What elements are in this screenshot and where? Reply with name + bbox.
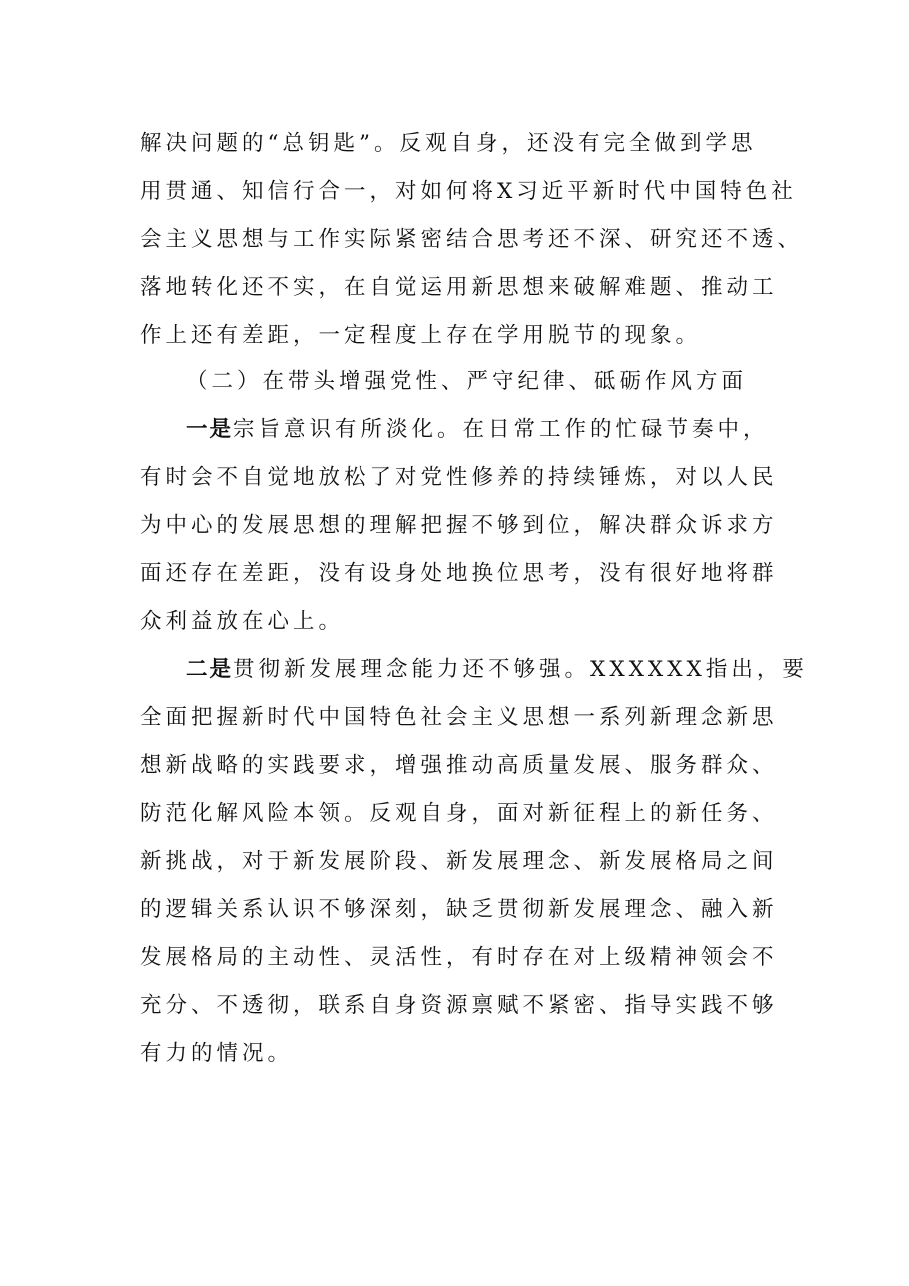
- body-text-line: 有时会不自觉地放松了对党性修养的持续锤炼，对以人民: [140, 465, 778, 490]
- body-text-line: 发展格局的主动性、灵活性，有时存在对上级精神领会不: [140, 945, 778, 970]
- body-text-line: 有力的情况。: [140, 1041, 294, 1066]
- point-lead: 二是: [186, 657, 234, 682]
- body-text-line: 全面把握新时代中国特色社会主义思想一系列新理念新思: [140, 705, 778, 730]
- body-text-line: 用贯通、知信行合一，对如何将X习近平新时代中国特色社: [140, 179, 797, 204]
- point-text: 贯彻新发展理念能力还不够强。XXXXXX指出，要: [233, 657, 808, 682]
- body-text-line: 充分、不透彻，联系自身资源禀赋不紧密、指导实践不够: [140, 993, 778, 1018]
- body-text-line: 新挑战，对于新发展阶段、新发展理念、新发展格局之间: [140, 849, 778, 874]
- point-text: 宗旨意识有所淡化。在日常工作的忙碌节奏中，: [233, 417, 769, 442]
- body-text-line: 众利益放在心上。: [140, 609, 345, 634]
- body-text-line: 想新战略的实践要求，增强推动高质量发展、服务群众、: [140, 753, 778, 778]
- body-text-line: 防范化解风险本领。反观自身，面对新征程上的新任务、: [140, 801, 778, 826]
- body-text-line: 面还存在差距，没有设身处地换位思考，没有很好地将群: [140, 561, 778, 586]
- point-first-line: [186, 416, 769, 444]
- body-text-line: 落地转化还不实，在自觉运用新思想来破解难题、推动工: [140, 275, 778, 300]
- body-text-line: 会主义思想与工作实际紧密结合思考还不深、研究还不透、: [140, 227, 804, 252]
- point-lead: 一是: [186, 417, 234, 442]
- section-heading: （二）在带头增强党性、严守纪律、砥砺作风方面: [186, 369, 748, 394]
- point-first-line: [186, 656, 808, 684]
- body-text-line: 解决问题的“总钥匙”。反观自身，还没有完全做到学思: [140, 131, 757, 156]
- body-text-line: 为中心的发展思想的理解把握不够到位，解决群众诉求方: [140, 513, 778, 538]
- body-text-line: 作上还有差距，一定程度上存在学用脱节的现象。: [140, 323, 702, 348]
- body-text-line: 的逻辑关系认识不够深刻，缺乏贯彻新发展理念、融入新: [140, 897, 778, 922]
